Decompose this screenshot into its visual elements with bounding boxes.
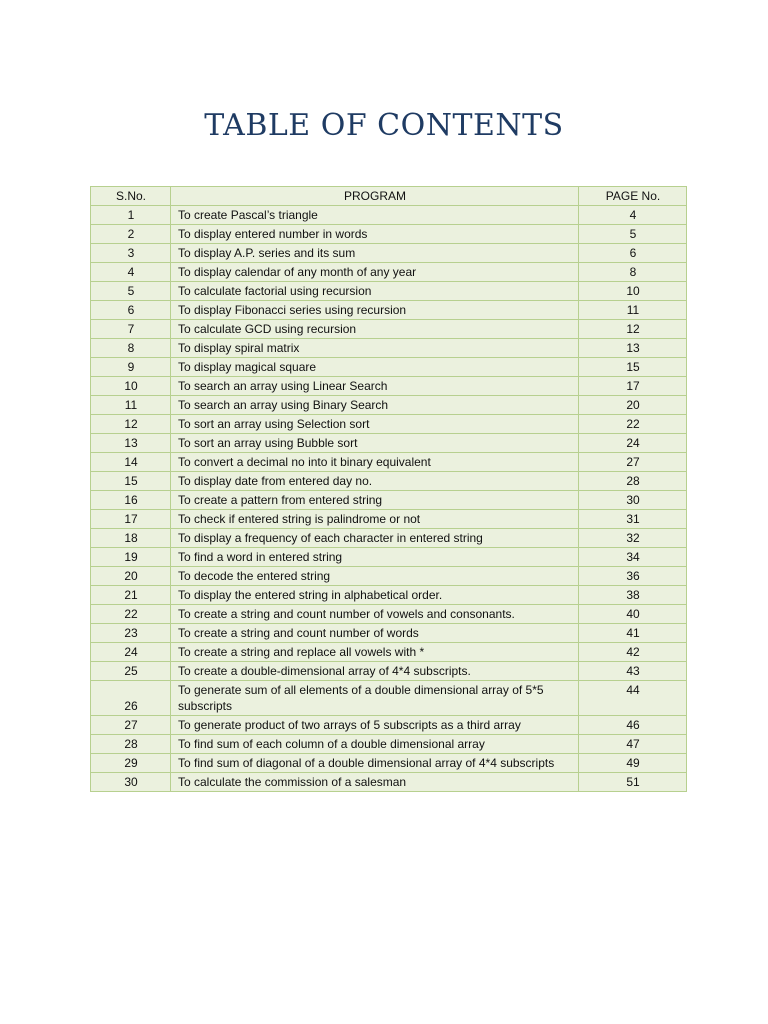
row-sno: 30 bbox=[91, 773, 171, 792]
row-program: To find sum of each column of a double dimensional array bbox=[171, 735, 579, 754]
table-row bbox=[91, 225, 687, 244]
table-row bbox=[91, 754, 687, 773]
row-program: To display spiral matrix bbox=[171, 339, 579, 358]
row-page: 15 bbox=[579, 358, 687, 377]
row-program: To display a frequency of each character in entered string bbox=[171, 529, 579, 548]
row-sno: 23 bbox=[91, 624, 171, 643]
table-row bbox=[91, 510, 687, 529]
row-program: To find sum of diagonal of a double dimensional array of 4*4 subscripts bbox=[171, 754, 579, 773]
row-sno: 10 bbox=[91, 377, 171, 396]
row-page: 51 bbox=[579, 773, 687, 792]
table-row bbox=[91, 472, 687, 491]
row-sno: 18 bbox=[91, 529, 171, 548]
row-sno: 3 bbox=[91, 244, 171, 263]
row-page: 11 bbox=[579, 301, 687, 320]
row-sno: 28 bbox=[91, 735, 171, 754]
row-page: 20 bbox=[579, 396, 687, 415]
row-sno: 19 bbox=[91, 548, 171, 567]
row-page: 6 bbox=[579, 244, 687, 263]
row-sno: 25 bbox=[91, 662, 171, 681]
table-row bbox=[91, 586, 687, 605]
row-sno: 14 bbox=[91, 453, 171, 472]
row-page: 12 bbox=[579, 320, 687, 339]
table-row bbox=[91, 605, 687, 624]
row-sno: 6 bbox=[91, 301, 171, 320]
table-row bbox=[91, 358, 687, 377]
row-program: To create a double-dimensional array of 4*4 subscripts. bbox=[171, 662, 579, 681]
row-sno: 4 bbox=[91, 263, 171, 282]
row-page: 47 bbox=[579, 735, 687, 754]
row-program: To calculate factorial using recursion bbox=[171, 282, 579, 301]
row-program: To calculate the commission of a salesman bbox=[171, 773, 579, 792]
row-program: To display A.P. series and its sum bbox=[171, 244, 579, 263]
row-sno: 17 bbox=[91, 510, 171, 529]
row-program: To calculate GCD using recursion bbox=[171, 320, 579, 339]
row-sno: 5 bbox=[91, 282, 171, 301]
row-program: To check if entered string is palindrome or not bbox=[171, 510, 579, 529]
row-page: 8 bbox=[579, 263, 687, 282]
table-row bbox=[91, 773, 687, 792]
table-row bbox=[91, 529, 687, 548]
row-page: 22 bbox=[579, 415, 687, 434]
row-page: 5 bbox=[579, 225, 687, 244]
table-row bbox=[91, 244, 687, 263]
row-program: To create a string and count number of words bbox=[171, 624, 579, 643]
table-row bbox=[91, 491, 687, 510]
row-sno: 2 bbox=[91, 225, 171, 244]
table-row bbox=[91, 567, 687, 586]
row-page: 10 bbox=[579, 282, 687, 301]
row-page: 17 bbox=[579, 377, 687, 396]
row-program: To search an array using Binary Search bbox=[171, 396, 579, 415]
row-page: 34 bbox=[579, 548, 687, 567]
row-program: To decode the entered string bbox=[171, 567, 579, 586]
table-row bbox=[91, 716, 687, 735]
row-sno: 27 bbox=[91, 716, 171, 735]
row-page: 41 bbox=[579, 624, 687, 643]
table-body bbox=[91, 206, 687, 792]
row-page: 4 bbox=[579, 206, 687, 225]
row-program: To create a string and count number of vowels and consonants. bbox=[171, 605, 579, 624]
row-page: 32 bbox=[579, 529, 687, 548]
row-sno: 24 bbox=[91, 643, 171, 662]
table-row bbox=[91, 377, 687, 396]
row-page: 43 bbox=[579, 662, 687, 681]
row-page: 31 bbox=[579, 510, 687, 529]
row-program: To create Pascal’s triangle bbox=[171, 206, 579, 225]
row-program: To sort an array using Bubble sort bbox=[171, 434, 579, 453]
row-program: To display entered number in words bbox=[171, 225, 579, 244]
row-program: To search an array using Linear Search bbox=[171, 377, 579, 396]
row-page: 40 bbox=[579, 605, 687, 624]
row-page: 44 bbox=[579, 681, 687, 716]
row-page: 36 bbox=[579, 567, 687, 586]
row-page: 13 bbox=[579, 339, 687, 358]
table-row bbox=[91, 339, 687, 358]
row-sno: 20 bbox=[91, 567, 171, 586]
row-sno: 21 bbox=[91, 586, 171, 605]
table-row bbox=[91, 548, 687, 567]
row-program: To sort an array using Selection sort bbox=[171, 415, 579, 434]
row-sno: 9 bbox=[91, 358, 171, 377]
row-page: 24 bbox=[579, 434, 687, 453]
row-sno: 8 bbox=[91, 339, 171, 358]
row-sno: 12 bbox=[91, 415, 171, 434]
row-page: 49 bbox=[579, 754, 687, 773]
row-program: To find a word in entered string bbox=[171, 548, 579, 567]
table-row bbox=[91, 415, 687, 434]
table-header-row bbox=[91, 187, 687, 206]
table-row bbox=[91, 434, 687, 453]
row-program: To create a string and replace all vowels with * bbox=[171, 643, 579, 662]
table-row bbox=[91, 453, 687, 472]
row-program: To create a pattern from entered string bbox=[171, 491, 579, 510]
header-program: PROGRAM bbox=[171, 187, 579, 206]
row-page: 28 bbox=[579, 472, 687, 491]
row-program: To generate product of two arrays of 5 subscripts as a third array bbox=[171, 716, 579, 735]
row-program: To display Fibonacci series using recursion bbox=[171, 301, 579, 320]
table-row bbox=[91, 320, 687, 339]
page-title: TABLE OF CONTENTS bbox=[204, 108, 564, 143]
row-sno: 7 bbox=[91, 320, 171, 339]
row-page: 38 bbox=[579, 586, 687, 605]
row-program: To convert a decimal no into it binary equivalent bbox=[171, 453, 579, 472]
table-row bbox=[91, 735, 687, 754]
row-page: 46 bbox=[579, 716, 687, 735]
table-row bbox=[91, 206, 687, 225]
header-page: PAGE No. bbox=[579, 187, 687, 206]
row-sno: 22 bbox=[91, 605, 171, 624]
row-program: To generate sum of all elements of a double dimensional array of 5*5 subscripts bbox=[171, 681, 579, 716]
row-program: To display calendar of any month of any year bbox=[171, 263, 579, 282]
table-row bbox=[91, 681, 687, 716]
table-row bbox=[91, 662, 687, 681]
row-program: To display the entered string in alphabetical order. bbox=[171, 586, 579, 605]
row-sno: 1 bbox=[91, 206, 171, 225]
table-row bbox=[91, 263, 687, 282]
row-sno: 26 bbox=[91, 681, 171, 716]
table-row bbox=[91, 301, 687, 320]
table-row bbox=[91, 643, 687, 662]
row-sno: 29 bbox=[91, 754, 171, 773]
header-sno: S.No. bbox=[91, 187, 171, 206]
table-row bbox=[91, 282, 687, 301]
row-program: To display magical square bbox=[171, 358, 579, 377]
row-sno: 16 bbox=[91, 491, 171, 510]
row-program: To display date from entered day no. bbox=[171, 472, 579, 491]
row-sno: 11 bbox=[91, 396, 171, 415]
row-page: 27 bbox=[579, 453, 687, 472]
row-sno: 15 bbox=[91, 472, 171, 491]
table-row bbox=[91, 624, 687, 643]
row-page: 30 bbox=[579, 491, 687, 510]
row-page: 42 bbox=[579, 643, 687, 662]
row-sno: 13 bbox=[91, 434, 171, 453]
table-of-contents bbox=[90, 186, 687, 792]
table-row bbox=[91, 396, 687, 415]
